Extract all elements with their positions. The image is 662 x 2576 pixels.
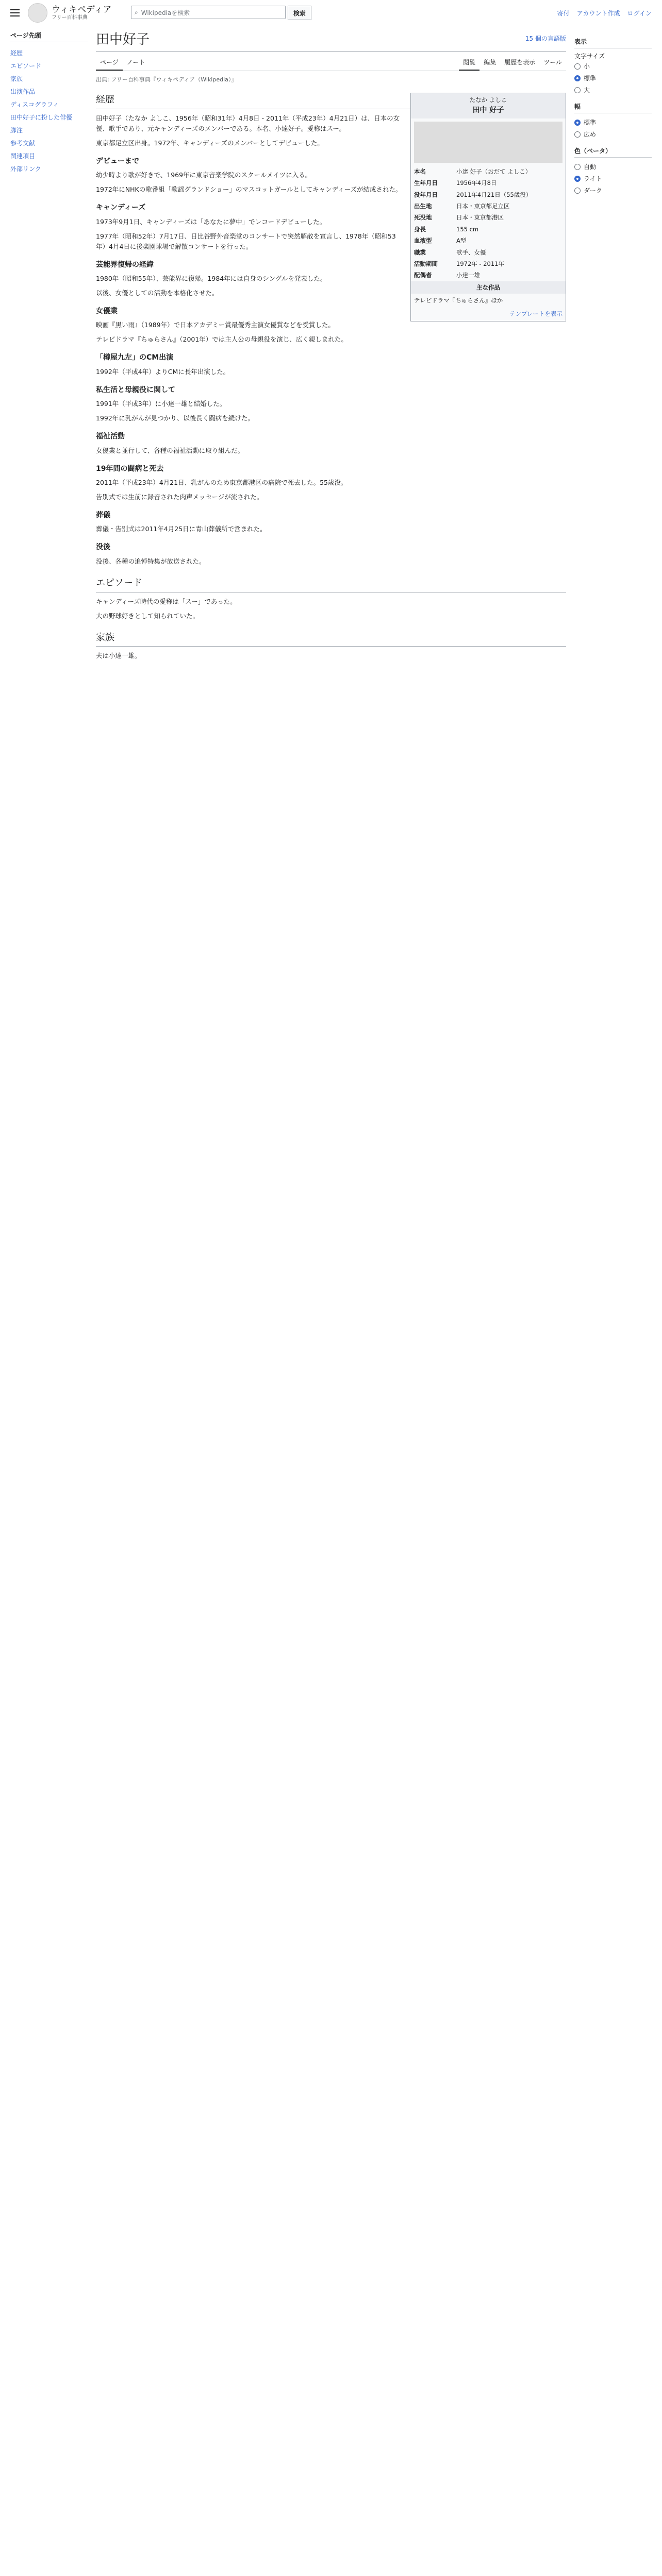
logo[interactable] bbox=[28, 3, 115, 23]
wordmark: ウィキペディア bbox=[52, 5, 112, 15]
login-link[interactable]: ログイン bbox=[627, 9, 652, 17]
paragraph: 女優業と並行して、各種の福祉活動に取り組んだ。 bbox=[96, 446, 244, 454]
toc-item[interactable]: ディスコグラフィ bbox=[10, 101, 59, 108]
create-account-link[interactable]: アカウント作成 bbox=[576, 9, 620, 17]
radio-option[interactable] bbox=[574, 60, 652, 72]
section-heading bbox=[96, 384, 566, 396]
section-heading bbox=[96, 631, 566, 647]
section-heading-text: 家族 bbox=[96, 632, 114, 643]
toc-item[interactable]: エピソード bbox=[10, 62, 42, 70]
section-heading-text: 19年間の闘病と死去 bbox=[96, 464, 164, 473]
radio-option[interactable] bbox=[574, 116, 652, 128]
appearance-panel bbox=[566, 26, 652, 665]
infobox-value: 日本・東京都港区 bbox=[456, 214, 504, 222]
infobox-kana: たなか よしこ bbox=[469, 96, 507, 104]
paragraph: 1980年（昭和55年）、芸能界に復帰。1984年には自身のシングルを発表した。 bbox=[96, 274, 327, 282]
radio-option[interactable] bbox=[574, 128, 652, 140]
page-title: 田中好子 bbox=[96, 32, 150, 47]
section-heading-text: 福祉活動 bbox=[96, 432, 125, 441]
section-heading-text: デビューまで bbox=[96, 157, 139, 165]
infobox-key: 本名 bbox=[414, 167, 426, 175]
wikipedia-globe-icon bbox=[28, 3, 47, 23]
section-heading bbox=[96, 352, 566, 363]
infobox-works: テレビドラマ『ちゅらさん』ほか bbox=[414, 297, 503, 304]
radio-label: ダーク bbox=[584, 187, 603, 194]
section-heading-text: 経歴 bbox=[96, 94, 114, 105]
infobox-row bbox=[411, 258, 566, 269]
section-heading-text: 私生活と母親役に関して bbox=[96, 385, 175, 394]
radio-label: 標準 bbox=[584, 75, 597, 82]
infobox-key: 活動期間 bbox=[414, 260, 438, 267]
infobox-row bbox=[411, 177, 566, 189]
toc-item[interactable]: 外部リンク bbox=[10, 165, 41, 173]
infobox-value: 1972年 - 2011年 bbox=[456, 260, 504, 267]
paragraph: 幼少時より歌が好きで、1969年に東京音楽学院のスクールメイツに入る。 bbox=[96, 171, 312, 179]
text-size-label: 文字サイズ bbox=[574, 53, 605, 60]
radio-option[interactable] bbox=[574, 84, 652, 96]
radio-label: 大 bbox=[584, 87, 590, 94]
radio-label: 標準 bbox=[584, 119, 597, 126]
infobox-row bbox=[411, 166, 566, 177]
paragraph: 映画『黒い雨』（1989年）で日本アカデミー賞最優秀主演女優賞などを受賞した。 bbox=[96, 321, 335, 329]
paragraph: 2011年（平成23年）4月21日、乳がんのため東京都港区の病院で死去した。55歳没。 bbox=[96, 478, 347, 486]
infobox-row bbox=[411, 212, 566, 223]
infobox-value: 2011年4月21日（55歳没） bbox=[456, 191, 532, 198]
paragraph: 1992年（平成4年）よりCMに長年出演した。 bbox=[96, 367, 230, 376]
infobox-table bbox=[411, 166, 566, 281]
infobox bbox=[410, 93, 566, 321]
toc-item[interactable]: 経歴 bbox=[10, 49, 23, 57]
radio-option[interactable] bbox=[574, 161, 652, 173]
paragraph: 告別式では生前に録音された肉声メッセージが流された。 bbox=[96, 493, 263, 501]
infobox-key: 生年月日 bbox=[414, 179, 438, 187]
tab-edit[interactable]: 編集 bbox=[484, 59, 496, 66]
toc-item[interactable]: 関連項目 bbox=[10, 152, 36, 160]
tagline: フリー百科事典 bbox=[52, 14, 88, 21]
radio-icon bbox=[574, 87, 581, 93]
paragraph: 1992年に乳がんが見つかり、以後長く闘病を続けた。 bbox=[96, 414, 254, 422]
section-heading bbox=[96, 541, 566, 553]
radio-icon bbox=[574, 120, 581, 126]
infobox-row bbox=[411, 189, 566, 200]
main-content bbox=[88, 26, 566, 665]
paragraph: 東京都足立区出身。1972年、キャンディーズのメンバーとしてデビューした。 bbox=[96, 139, 324, 147]
paragraph: 没後、各種の追悼特集が放送された。 bbox=[96, 557, 206, 565]
toc-title[interactable]: ページ先頭 bbox=[10, 31, 88, 42]
tab-tools[interactable]: ツール bbox=[543, 59, 562, 66]
section-heading bbox=[96, 510, 566, 521]
toc-item[interactable]: 田中好子に扮した俳優 bbox=[10, 114, 73, 121]
paragraph: 1977年（昭和52年）7月17日、日比谷野外音楽堂のコンサートで突然解散を宣言し、1978年（昭和53年）4月4日に後楽園球場で解散コンサートを行った。 bbox=[96, 232, 396, 250]
infobox-row bbox=[411, 269, 566, 281]
section-heading-text: 女優業 bbox=[96, 307, 118, 315]
search-placeholder: Wikipediaを検索 bbox=[141, 9, 190, 16]
radio-label: 小 bbox=[584, 63, 590, 70]
infobox-key: 没年月日 bbox=[414, 191, 438, 198]
paragraph: 大の野球好きとして知られていた。 bbox=[96, 612, 200, 620]
infobox-photo bbox=[414, 122, 562, 163]
user-links bbox=[557, 9, 652, 18]
section-heading-text: 芸能界復帰の経緯 bbox=[96, 260, 154, 269]
paragraph: 以後、女優としての活動を本格化させた。 bbox=[96, 289, 219, 297]
radio-icon bbox=[574, 75, 581, 81]
infobox-value: A型 bbox=[456, 237, 467, 245]
template-link[interactable]: テンプレートを表示 bbox=[509, 310, 562, 318]
toc-item[interactable]: 家族 bbox=[10, 75, 23, 82]
infobox-value: 155 cm bbox=[456, 225, 479, 233]
infobox-value: 歌手、女優 bbox=[456, 248, 486, 256]
radio-icon bbox=[574, 188, 581, 194]
paragraph: 田中好子（たなか よしこ、1956年（昭和31年）4月8日 - 2011年（平成23年）4月21日）は、日本の女優、歌手であり、元キャンディーズのメンバーである。本名、小達好子。愛称はスー。 bbox=[96, 114, 400, 132]
infobox-key: 死没地 bbox=[414, 214, 432, 222]
radio-icon bbox=[574, 131, 581, 138]
infobox-key: 出生地 bbox=[414, 202, 432, 210]
toc-item[interactable]: 脚注 bbox=[10, 127, 23, 134]
radio-icon bbox=[574, 164, 581, 170]
infobox-key: 身長 bbox=[414, 225, 426, 233]
section-heading bbox=[96, 431, 566, 442]
tab-page[interactable]: ページ bbox=[96, 55, 123, 71]
radio-option[interactable] bbox=[574, 173, 652, 184]
infobox-row bbox=[411, 247, 566, 258]
infobox-row bbox=[411, 224, 566, 235]
radio-option[interactable] bbox=[574, 72, 652, 84]
section-heading bbox=[96, 576, 566, 592]
section-heading bbox=[96, 463, 566, 474]
paragraph: 1973年9月1日、キャンディーズは「あなたに夢中」でレコードデビューした。 bbox=[96, 217, 326, 226]
radio-label: ライト bbox=[584, 175, 602, 182]
infobox-section: 主な作品 bbox=[411, 281, 566, 294]
paragraph: キャンディーズ時代の愛称は「スー」であった。 bbox=[96, 597, 237, 605]
tab-history[interactable]: 履歴を表示 bbox=[504, 59, 536, 66]
article-body bbox=[96, 93, 566, 661]
width-title: 幅 bbox=[574, 102, 652, 113]
infobox-name: 田中 好子 bbox=[472, 106, 504, 115]
section-heading-text: 「樽屋九左」のCM出演 bbox=[96, 353, 174, 362]
search-button[interactable]: 検索 bbox=[288, 6, 311, 20]
paragraph: 1991年（平成3年）に小達一雄と結婚した。 bbox=[96, 400, 226, 408]
radio-label: 広め bbox=[584, 131, 597, 138]
infobox-value: 日本・東京都足立区 bbox=[456, 202, 510, 210]
language-button[interactable]: 15 個の言語版 bbox=[525, 35, 566, 42]
infobox-row bbox=[411, 235, 566, 246]
toc-item[interactable]: 参考文献 bbox=[10, 140, 36, 147]
tab-read[interactable]: 閲覧 bbox=[459, 55, 479, 71]
page-tabs bbox=[96, 55, 566, 71]
toc-item[interactable]: 出演作品 bbox=[10, 88, 36, 95]
paragraph: 夫は小達一雄。 bbox=[96, 652, 141, 660]
appearance-title: 表示 bbox=[574, 37, 652, 48]
menu-icon[interactable] bbox=[10, 9, 20, 16]
color-title: 色（ベータ） bbox=[574, 146, 652, 158]
section-heading-text: キャンディーズ bbox=[96, 204, 146, 212]
radio-icon bbox=[574, 176, 581, 182]
infobox-value: 小達一雄 bbox=[456, 272, 480, 279]
section-heading-text: 葬儀 bbox=[96, 511, 110, 519]
search-input[interactable] bbox=[131, 6, 286, 19]
section-heading-text: エピソード bbox=[96, 577, 142, 588]
tab-talk[interactable]: ノート bbox=[126, 59, 145, 66]
header bbox=[0, 0, 662, 26]
donate-link[interactable]: 寄付 bbox=[557, 9, 570, 17]
section-heading-text: 没後 bbox=[96, 543, 110, 552]
infobox-key: 配偶者 bbox=[414, 272, 432, 279]
infobox-row bbox=[411, 200, 566, 212]
radio-icon bbox=[574, 63, 581, 70]
infobox-key: 血液型 bbox=[414, 237, 432, 245]
paragraph: テレビドラマ『ちゅらさん』（2001年）では主人公の母親役を演じ、広く親しまれた。 bbox=[96, 335, 347, 344]
infobox-value: 小達 好子（おだて よしこ） bbox=[456, 167, 532, 175]
search-icon: ⌕ bbox=[135, 8, 138, 16]
paragraph: 葬儀・告別式は2011年4月25日に青山葬儀所で営まれた。 bbox=[96, 525, 267, 533]
radio-label: 自動 bbox=[584, 163, 597, 171]
infobox-key: 職業 bbox=[414, 248, 426, 256]
search-bar bbox=[131, 6, 311, 20]
paragraph: 1972年にNHKの歌番組「歌謡グランドショー」のマスコットガールとしてキャンディーズが結成された。 bbox=[96, 185, 402, 194]
infobox-value: 1956年4月8日 bbox=[456, 179, 497, 187]
radio-option[interactable] bbox=[574, 184, 652, 196]
toc-sidebar bbox=[10, 26, 88, 665]
source-line: 出典: フリー百科事典『ウィキペディア（Wikipedia）』 bbox=[96, 76, 237, 83]
